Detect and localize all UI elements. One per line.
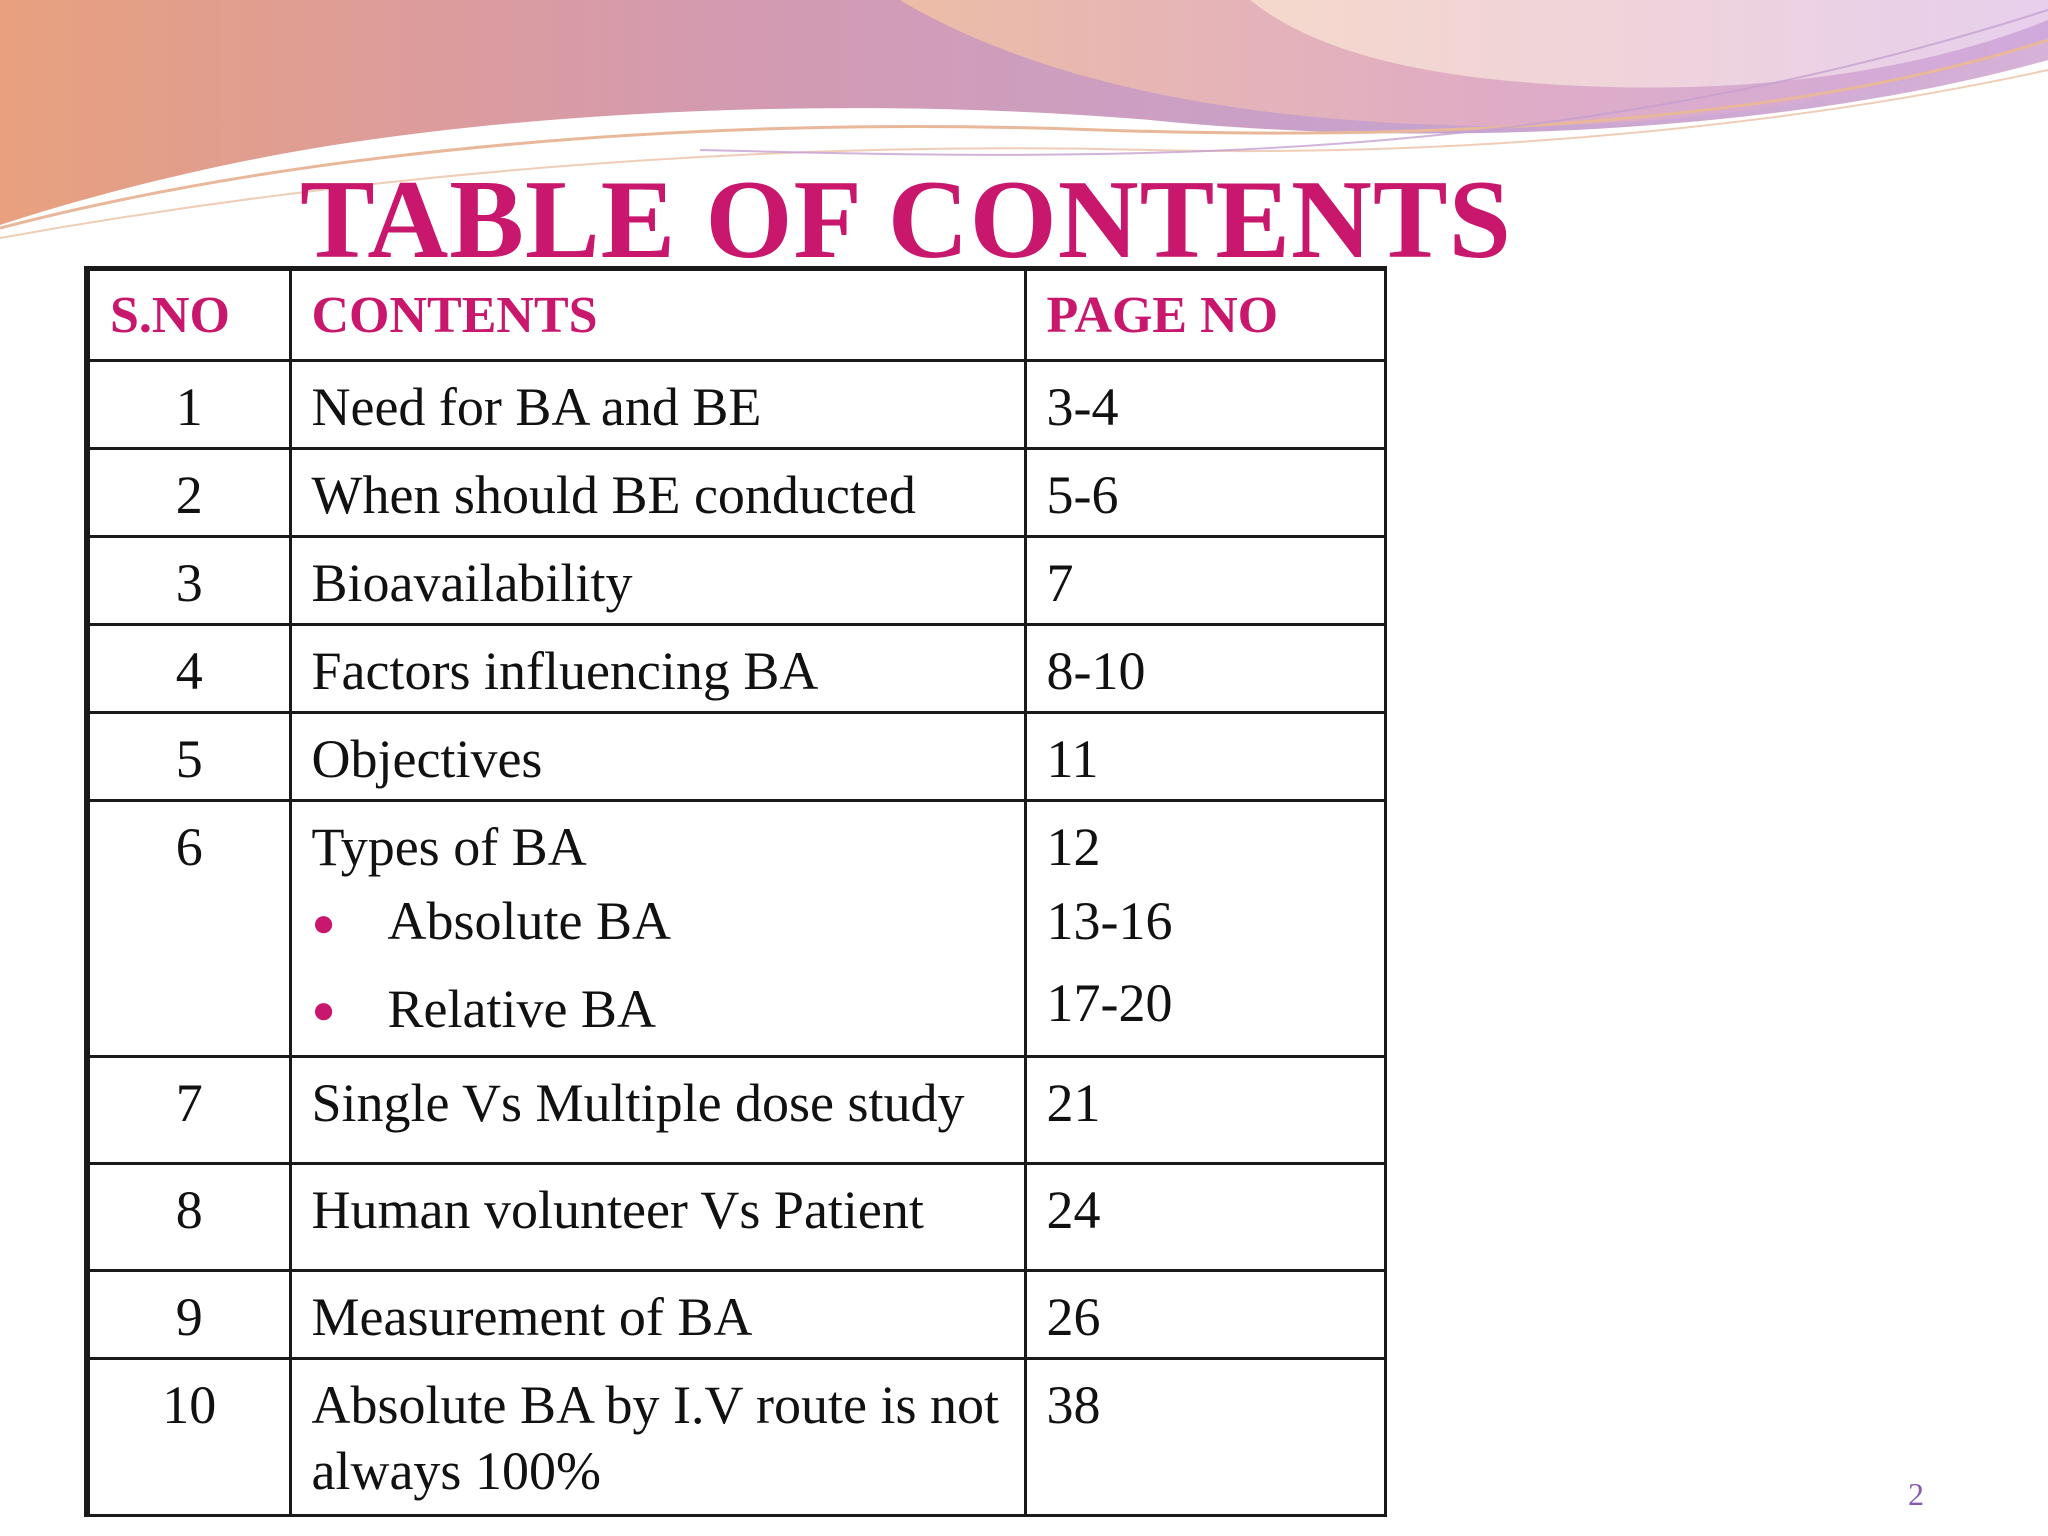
row-content: Bioavailability	[290, 537, 1025, 625]
row-content: When should BE conducted	[290, 449, 1025, 537]
row-sno: 8	[87, 1164, 290, 1271]
row-content: Absolute BA by I.V route is not always 100%	[290, 1359, 1025, 1516]
table-header-row	[87, 269, 1385, 361]
header-page-no: PAGE NO	[1025, 269, 1385, 361]
row-page: 26	[1025, 1271, 1385, 1359]
bullet-icon: ●	[311, 987, 336, 1033]
row-page: 3-4	[1025, 361, 1385, 449]
row-content: Objectives	[290, 713, 1025, 801]
row-content: Single Vs Multiple dose study	[290, 1057, 1025, 1164]
row-sno: 10	[87, 1359, 290, 1516]
row-content: Human volunteer Vs Patient	[290, 1164, 1025, 1271]
list-item: ● Absolute BA	[312, 880, 1004, 968]
row-sno: 9	[87, 1271, 290, 1359]
header-contents: CONTENTS	[290, 269, 1025, 361]
row-content: Types of BA ● Absolute BA ● Relative BA	[290, 801, 1025, 1057]
row-content: Measurement of BA	[290, 1271, 1025, 1359]
page-number: 2	[1908, 1476, 1924, 1512]
row-sno: 6	[87, 801, 290, 1057]
table-row	[87, 449, 1385, 537]
table-row	[87, 625, 1385, 713]
slide-title: TABLE OF CONTENTS	[300, 158, 1512, 282]
row-page: 11	[1025, 713, 1385, 801]
row-page: 12 13-16 17-20	[1025, 801, 1385, 1057]
row-sno: 5	[87, 713, 290, 801]
row-content: Need for BA and BE	[290, 361, 1025, 449]
sub-page: 13-16	[1046, 891, 1173, 951]
table-row	[87, 537, 1385, 625]
list-item: ● Relative BA	[312, 968, 1004, 1056]
sub-page: 17-20	[1046, 973, 1173, 1033]
row-page: 21	[1025, 1057, 1385, 1164]
row-sno: 7	[87, 1057, 290, 1164]
row-page: 38	[1025, 1359, 1385, 1516]
header-sno: S.NO	[87, 269, 290, 361]
row-page: 8-10	[1025, 625, 1385, 713]
table-row	[87, 713, 1385, 801]
table-row	[87, 1057, 1385, 1164]
table-row	[87, 1164, 1385, 1271]
table-row	[87, 801, 1385, 1057]
row-page: 24	[1025, 1164, 1385, 1271]
table-row	[87, 1359, 1385, 1516]
row-sno: 1	[87, 361, 290, 449]
row-content: Factors influencing BA	[290, 625, 1025, 713]
table-row	[87, 361, 1385, 449]
row-page: 5-6	[1025, 449, 1385, 537]
row-sno: 4	[87, 625, 290, 713]
table-row	[87, 1271, 1385, 1359]
bullet-icon: ●	[311, 899, 336, 945]
table-of-contents	[84, 266, 1387, 1517]
row-page: 7	[1025, 537, 1385, 625]
row-sno: 2	[87, 449, 290, 537]
row-sno: 3	[87, 537, 290, 625]
